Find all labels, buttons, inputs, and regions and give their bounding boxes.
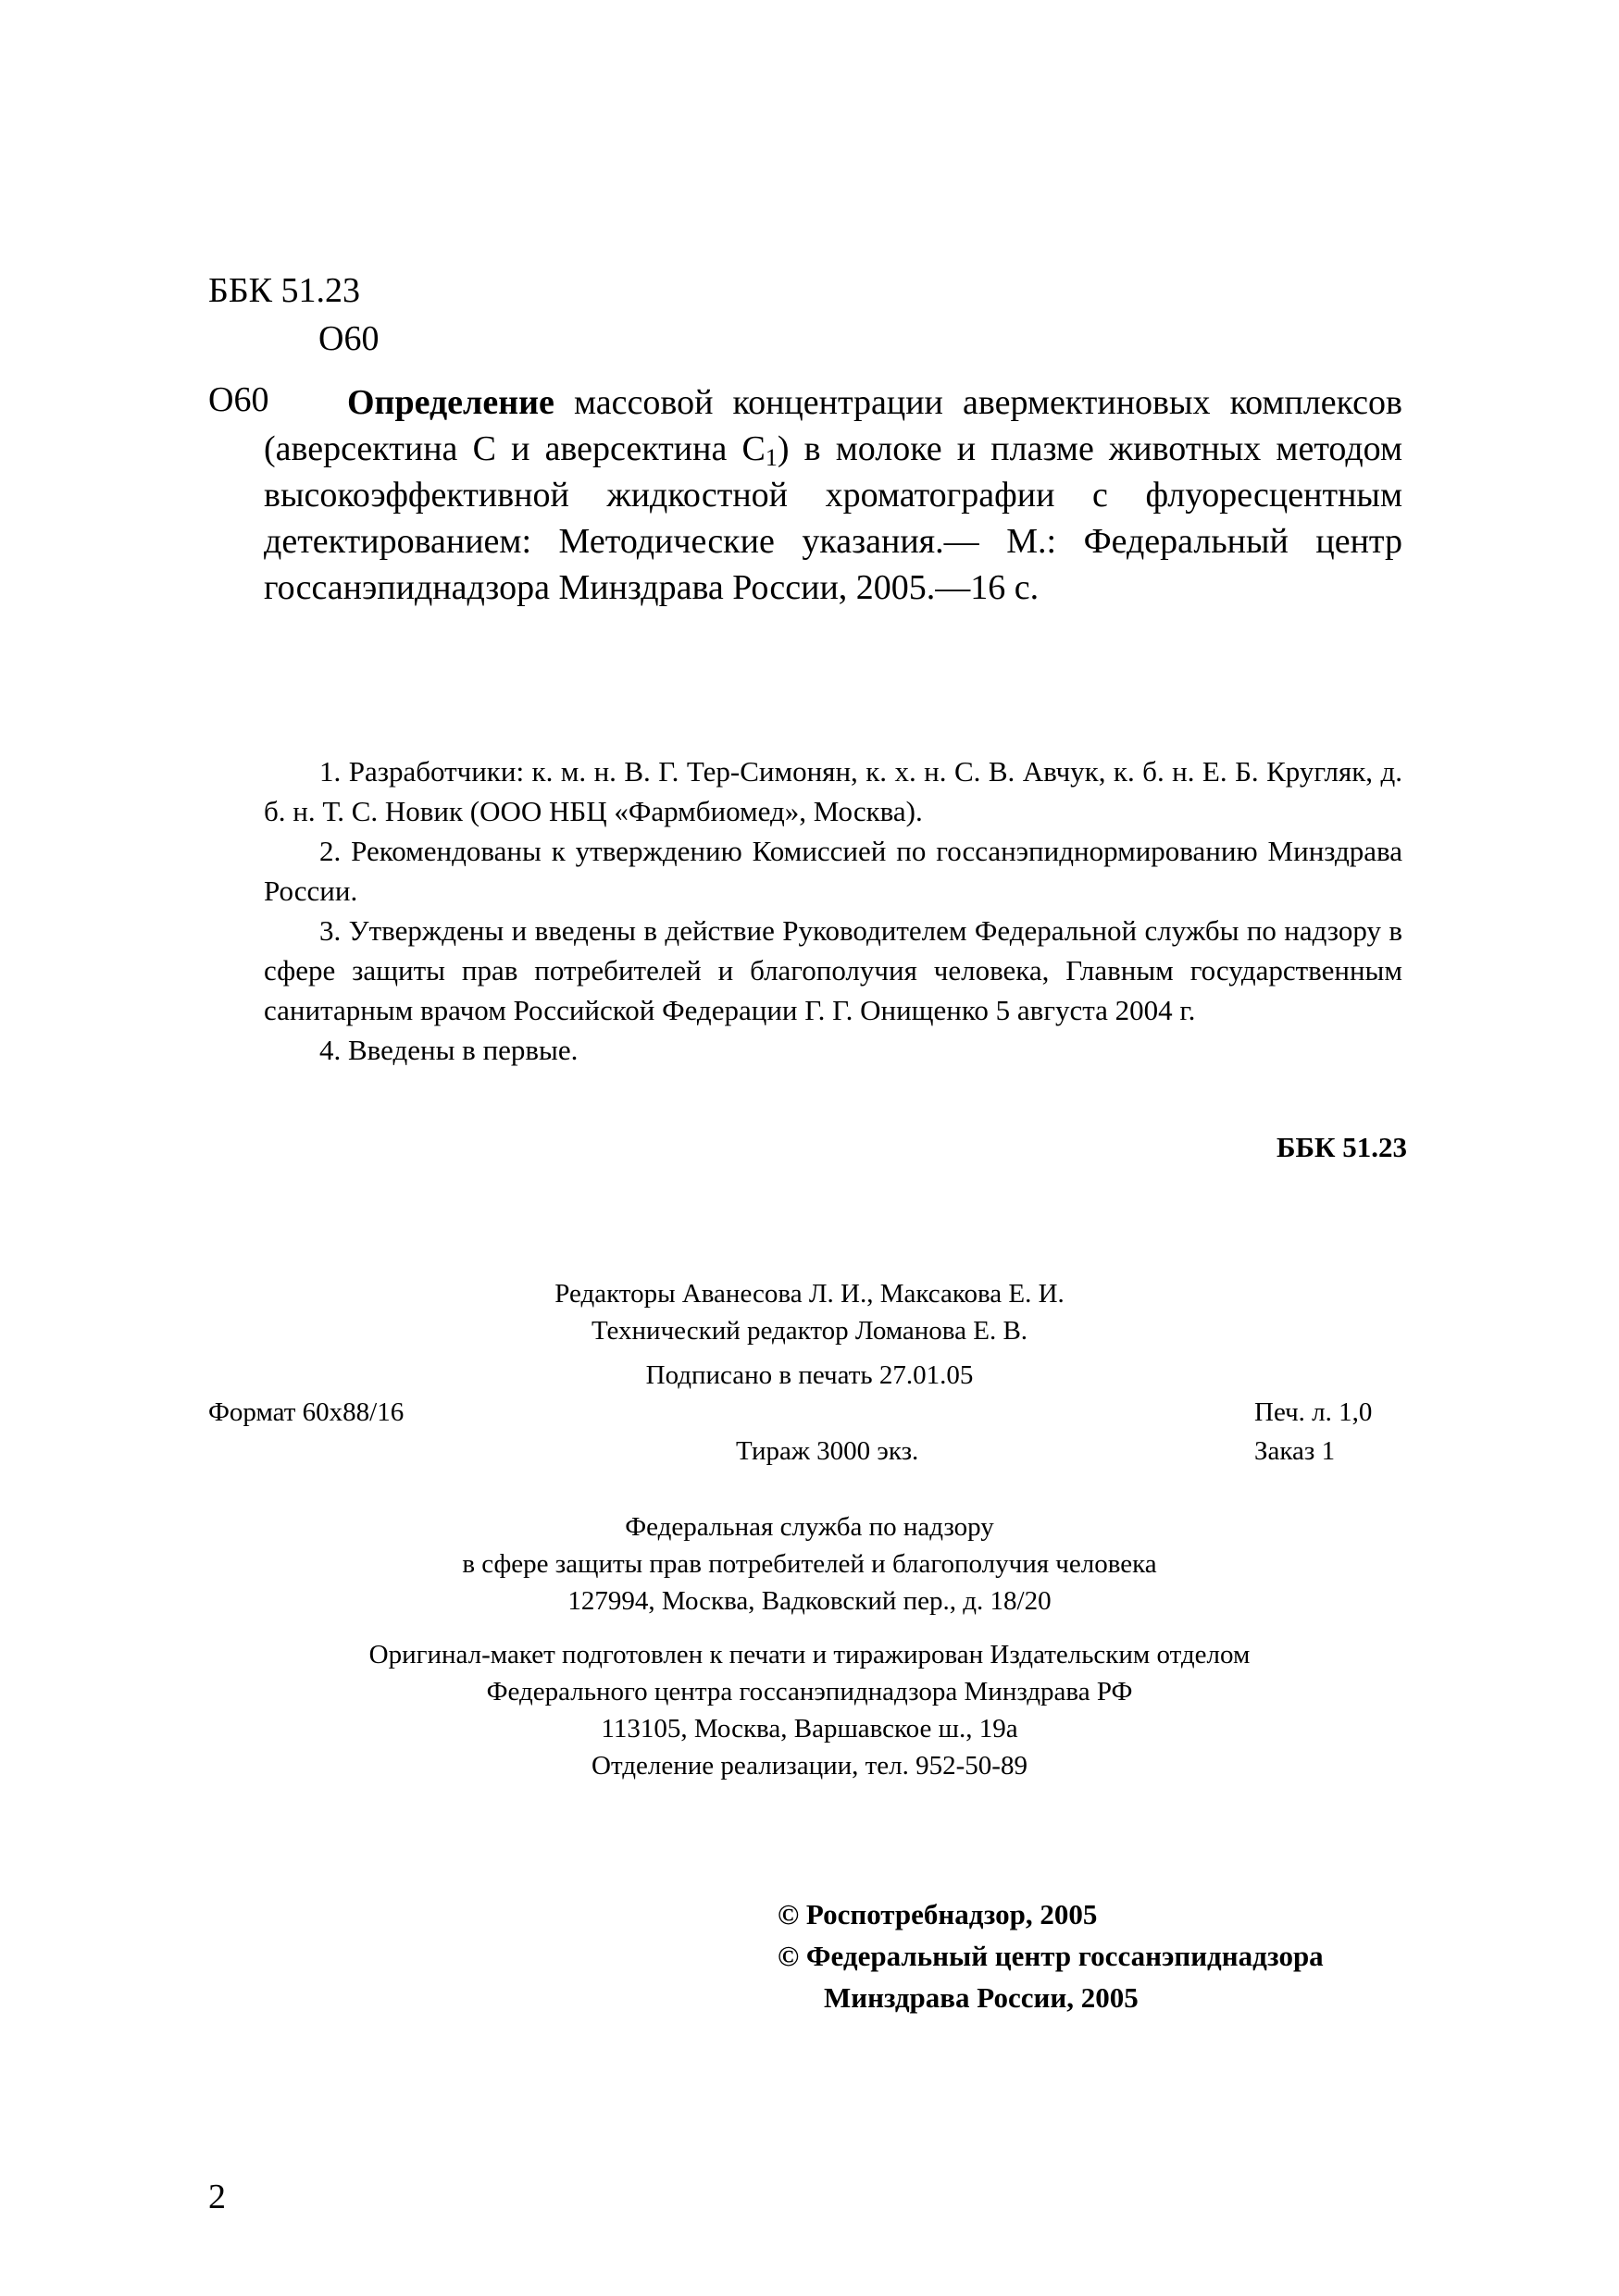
publisher-address: 127994, Москва, Вадковский пер., д. 18/20	[567, 1586, 1052, 1616]
description-text-1: массовой концентрации авермектиновых комплексов (аверсектина С и аверсектина С	[264, 383, 1402, 468]
publisher-line: в сфере защиты прав потребителей и благополучия человека	[462, 1549, 1157, 1579]
tech-editor: Технический редактор Ломанова Е. В.	[591, 1316, 1028, 1346]
document-info	[264, 751, 1402, 1070]
order-number: Заказ 1	[1254, 1436, 1336, 1466]
format: Формат 60x88/16	[208, 1397, 405, 1427]
author-mark: О60	[318, 319, 380, 358]
print-run: Тираж 3000 экз.	[736, 1436, 919, 1466]
printed-sheets: Печ. л. 1,0	[1254, 1397, 1373, 1427]
copyright-line: © Федеральный центр госсанэпиднадзора	[778, 1940, 1324, 1972]
publisher-block	[0, 1508, 1619, 1620]
signed-date: Подписано в печать 27.01.05	[645, 1360, 974, 1390]
copyright-line: © Роспотребнадзор, 2005	[778, 1898, 1098, 1930]
info-developers: 1. Разработчики: к. м. н. В. Г. Тер-Симонян, к. х. н. С. В. Авчук, к. б. н. Е. Б. Кругляк, д. б. н. Т. С. Новик (ООО НБЦ «Фармбиомед», Москва).	[264, 755, 1402, 827]
description-title: Определение	[347, 383, 554, 422]
printer-address: 113105, Москва, Варшавское ш., 19а	[601, 1714, 1018, 1744]
editors: Редакторы Аванесова Л. И., Максакова Е. И.	[554, 1279, 1065, 1309]
printer-line: Федерального центра госсанэпиднадзора Минздрава РФ	[486, 1677, 1133, 1706]
description-text-2: ) в молоке и плазме животных методом высокоэффективной жидкостной хроматографии с флуоресцентным детектированием: Методические указания.— М.: Федеральный центр госсанэпиднадзора Минздрава России, 2005.—16 с.	[264, 429, 1402, 607]
info-approved: 3. Утверждены и введены в действие Руководителем Федеральной службы по надзору в сфере защиты прав потребителей и благополучия человека, Главным государственным санитарным врачом Российской Федерации Г. Г. Онищенко 5 августа 2004 г.	[264, 914, 1402, 1026]
description-subscript: 1	[765, 444, 778, 471]
sales-phone: Отделение реализации, тел. 952-50-89	[592, 1751, 1027, 1781]
description-mark: О60	[208, 380, 269, 419]
publisher-line: Федеральная служба по надзору	[625, 1512, 994, 1542]
page-number: 2	[208, 2178, 226, 2216]
printer-line: Оригинал-макет подготовлен к печати и тиражирован Издательским отделом	[368, 1640, 1251, 1669]
copyright-line: Минздрава России, 2005	[824, 1981, 1139, 2014]
bbk-code: ББК 51.23	[208, 271, 360, 310]
info-recommended: 2. Рекомендованы к утверждению Комиссией по госсанэпиднормированию Минздрава России.	[264, 835, 1402, 907]
copyright-block	[778, 1893, 1324, 2018]
editors-block	[0, 1275, 1619, 1349]
bibliographic-description	[264, 379, 1402, 611]
printer-block	[0, 1636, 1619, 1784]
bbk-code-bottom: ББК 51.23	[1277, 1131, 1407, 1163]
info-introduced: 4. Введены в первые.	[319, 1034, 579, 1066]
